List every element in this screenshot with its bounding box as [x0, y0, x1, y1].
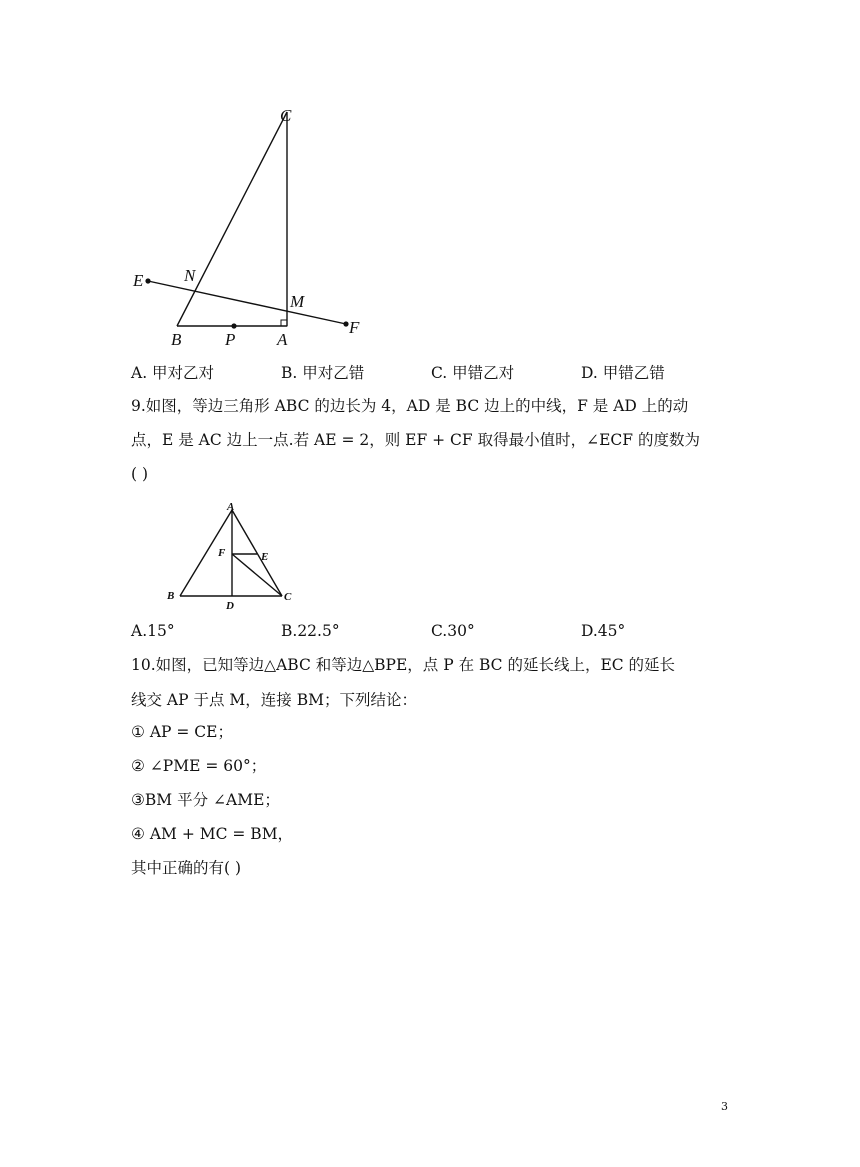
page-number: 3	[721, 1100, 728, 1113]
q9-label-f: F	[218, 547, 226, 559]
q10-line-2: 线交 AP 于点 M，连接 BM；下列结论：	[131, 691, 417, 709]
q8-option-a: A. 甲对乙对	[131, 364, 215, 382]
q9-label-e: E	[261, 551, 269, 563]
q10-conclusion-1: ① AP = CE；	[131, 723, 233, 741]
q8-label-m: M	[290, 292, 305, 311]
q8-point-e	[145, 278, 150, 283]
q9-option-d: D.45°	[581, 622, 626, 640]
q8-label-f: F	[349, 318, 360, 337]
q8-label-b: B	[171, 330, 182, 349]
q9-option-c: C.30°	[431, 622, 475, 640]
q8-label-c: C	[280, 106, 292, 125]
q9-label-b: B	[167, 590, 175, 602]
q8-label-p: P	[225, 330, 236, 349]
q8-label-n: N	[184, 266, 196, 285]
q8-option-b: B. 甲对乙错	[281, 364, 365, 382]
q9-option-a: A.15°	[131, 622, 175, 640]
q9-label-a: A	[227, 501, 235, 513]
q8-segment-cb	[177, 112, 287, 326]
q9-label-d: D	[226, 600, 234, 612]
q9-segment-fc	[232, 554, 282, 596]
q8-options	[131, 361, 751, 387]
q8-line-ef	[148, 281, 346, 324]
q8-point-p	[231, 323, 236, 328]
q8-figure	[125, 100, 375, 350]
q8-right-angle-mark	[281, 320, 287, 326]
q10-prompt: 其中正确的有( )	[131, 859, 242, 877]
q10-conclusion-2: ② ∠PME = 60°；	[131, 757, 267, 775]
q10-conclusion-4: ④ AM + MC = BM，	[131, 825, 294, 843]
q8-option-c: C. 甲错乙对	[431, 364, 515, 382]
q8-point-f	[343, 321, 348, 326]
q8-option-d: D. 甲错乙错	[581, 364, 665, 382]
q9-figure	[160, 498, 310, 614]
q9-line-3: ( )	[131, 465, 149, 483]
q9-line-1: 9.如图，等边三角形 ABC 的边长为 4，AD 是 BC 边上的中线，F 是 AD 上的动	[131, 397, 689, 415]
q9-side-ac	[232, 510, 282, 596]
q8-label-a: A	[277, 330, 288, 349]
q9-options	[131, 622, 751, 648]
q9-option-b: B.22.5°	[281, 622, 340, 640]
q9-line-2: 点，E 是 AC 边上一点.若 AE = 2，则 EF + CF 取得最小值时，∠ECF 的度数为	[131, 431, 700, 449]
q9-label-c: C	[284, 591, 292, 603]
q10-line-1: 10.如图，已知等边△ABC 和等边△BPE，点 P 在 BC 的延长线上，EC 的延长	[131, 656, 676, 674]
q10-conclusion-3: ③BM 平分 ∠AME；	[131, 791, 280, 809]
q8-label-e: E	[133, 271, 144, 290]
